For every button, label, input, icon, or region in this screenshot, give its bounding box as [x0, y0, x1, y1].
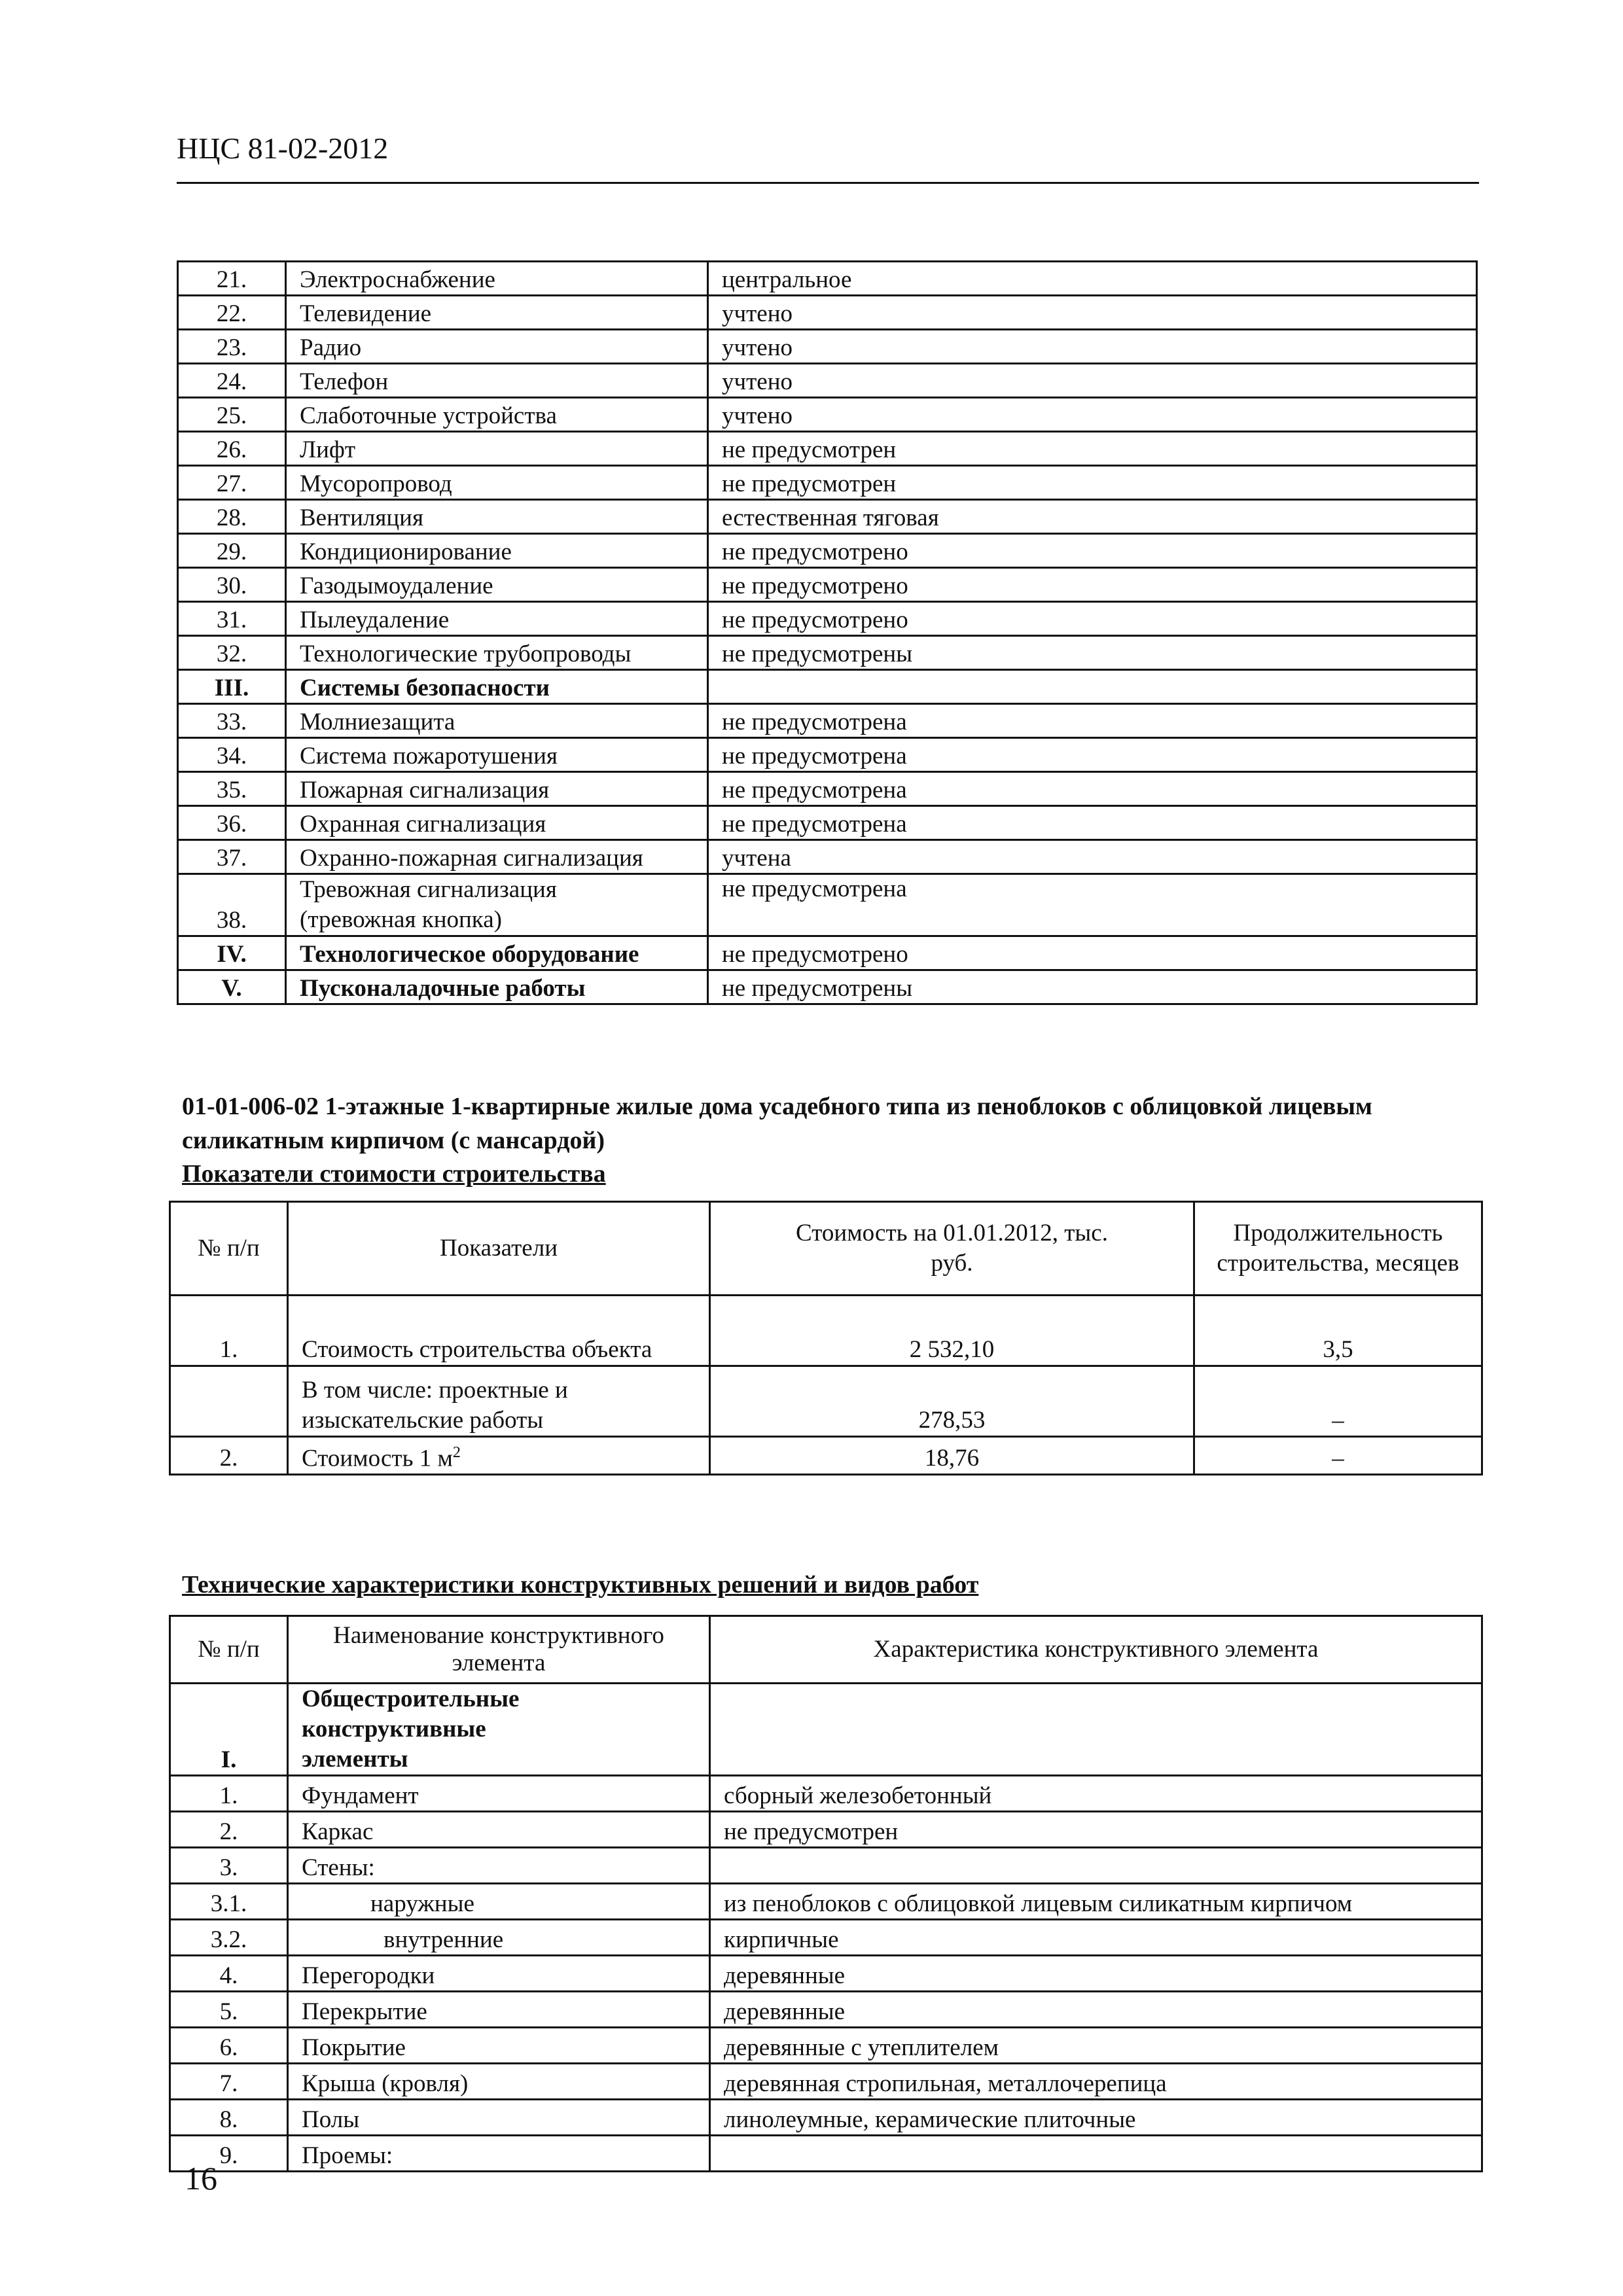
cell-num: 25. [178, 398, 286, 432]
table-row [170, 1992, 1482, 2028]
table-row [170, 2100, 1482, 2136]
cell-num: 1. [170, 1296, 288, 1366]
cell-desc: не предусмотрен [710, 1812, 1482, 1848]
cell-num: 3. [170, 1848, 288, 1884]
cell-name: Пусконаладочные работы [286, 970, 708, 1004]
cell-value: не предусмотрен [708, 432, 1477, 466]
section-title: 01-01-006-02 1-этажные 1-квартирные жилые дома усадебного типа из пеноблоков с облицовкой лицевым силикатным кирпичом (с мансардой) [182, 1093, 1372, 1154]
cell-num: 1. [170, 1776, 288, 1812]
cell-value: не предусмотрено [708, 568, 1477, 602]
cell-num: 28. [178, 500, 286, 534]
table-row [170, 2064, 1482, 2100]
table-row [178, 970, 1477, 1004]
cell-name: Покрытие [288, 2028, 710, 2064]
cell-name: Молниезащита [286, 704, 708, 738]
cell-name: В том числе: проектные и изыскательские работы [288, 1366, 710, 1437]
cell-duration: – [1194, 1366, 1482, 1437]
cell-num: 32. [178, 636, 286, 670]
cell-num: 34. [178, 738, 286, 772]
cell-value: не предусмотрены [708, 970, 1477, 1004]
cell-num: 33. [178, 704, 286, 738]
cell-desc [710, 1848, 1482, 1884]
cell-name: Охранно-пожарная сигнализация [286, 840, 708, 874]
cell-value: не предусмотрено [708, 534, 1477, 568]
cell-name: Фундамент [288, 1776, 710, 1812]
cell-num: 2. [170, 1437, 288, 1475]
cell-name: Пылеудаление [286, 602, 708, 636]
cell-num: 3.1. [170, 1884, 288, 1920]
cell-duration: – [1194, 1437, 1482, 1475]
cell-duration: 3,5 [1194, 1296, 1482, 1366]
cell-num: 3.2. [170, 1920, 288, 1956]
cell-num: 9. [170, 2136, 288, 2172]
cost-table [169, 1201, 1483, 1475]
cell-name: Радио [286, 330, 708, 364]
table-row [170, 1812, 1482, 1848]
table-row [178, 534, 1477, 568]
cell-num: 6. [170, 2028, 288, 2064]
table-row [178, 636, 1477, 670]
cell-num [170, 1366, 288, 1437]
cell-value [708, 670, 1477, 704]
cell-value: центральное [708, 262, 1477, 296]
table-row [178, 364, 1477, 398]
header-num: № п/п [170, 1202, 288, 1296]
cell-name: Технологическое оборудование [286, 936, 708, 970]
cell-name [288, 1437, 710, 1475]
cell-name: Телевидение [286, 296, 708, 330]
header-num: № п/п [170, 1616, 288, 1684]
cell-value: естественная тяговая [708, 500, 1477, 534]
header-desc: Характеристика конструктивного элемента [710, 1616, 1482, 1684]
cell-name: Лифт [286, 432, 708, 466]
cell-num: 35. [178, 772, 286, 806]
cell-desc: деревянные с утеплителем [710, 2028, 1482, 2064]
table-row [178, 874, 1477, 936]
cell-name-text: Стоимость 1 м [302, 1445, 453, 1472]
cell-value: не предусмотрено [708, 936, 1477, 970]
table-row [170, 1848, 1482, 1884]
table-row [170, 1956, 1482, 1992]
cell-value: не предусмотрена [708, 772, 1477, 806]
cell-desc [710, 1684, 1482, 1776]
cell-name: Слаботочные устройства [286, 398, 708, 432]
cell-name: внутренние [288, 1920, 710, 1956]
table-row [178, 262, 1477, 296]
cell-name: Тревожная сигнализация (тревожная кнопка) [286, 874, 708, 936]
cell-name: Телефон [286, 364, 708, 398]
table-row [170, 1884, 1482, 1920]
cell-value: не предусмотрен [708, 466, 1477, 500]
cell-num: 7. [170, 2064, 288, 2100]
table-row [178, 806, 1477, 840]
cell-desc: линолеумные, керамические плиточные [710, 2100, 1482, 2136]
cost-table-header-row [170, 1202, 1482, 1296]
cell-num: 26. [178, 432, 286, 466]
cell-name: Вентиляция [286, 500, 708, 534]
cell-num: III. [178, 670, 286, 704]
cell-value: учтено [708, 330, 1477, 364]
table-row [170, 1776, 1482, 1812]
cell-desc: деревянная стропильная, металлочерепица [710, 2064, 1482, 2100]
table-row [178, 432, 1477, 466]
cell-num: 8. [170, 2100, 288, 2136]
cell-num: 27. [178, 466, 286, 500]
table-row [178, 936, 1477, 970]
document-code: НЦС 81-02-2012 [177, 132, 389, 165]
table-row [178, 772, 1477, 806]
table-row [170, 1684, 1482, 1776]
table-row [170, 2028, 1482, 2064]
cell-num: 22. [178, 296, 286, 330]
cell-name: Электроснабжение [286, 262, 708, 296]
cell-num: V. [178, 970, 286, 1004]
tech-table-header-row [170, 1616, 1482, 1684]
cell-num: 4. [170, 1956, 288, 1992]
cell-name: Пожарная сигнализация [286, 772, 708, 806]
cell-num: 5. [170, 1992, 288, 2028]
table-row [170, 1296, 1482, 1366]
cell-name: Каркас [288, 1812, 710, 1848]
cell-cost: 278,53 [710, 1366, 1194, 1437]
table-row [178, 840, 1477, 874]
cell-value: не предусмотрена [708, 704, 1477, 738]
table-row [170, 1437, 1482, 1475]
cell-value: учтено [708, 398, 1477, 432]
cell-name: Крыша (кровля) [288, 2064, 710, 2100]
header-duration: Продолжительность строительства, месяцев [1194, 1202, 1482, 1296]
table-row [178, 296, 1477, 330]
cell-num: 24. [178, 364, 286, 398]
table-row [170, 1920, 1482, 1956]
cell-value: учтено [708, 296, 1477, 330]
table-row [178, 398, 1477, 432]
cell-value: не предусмотрена [708, 874, 1477, 936]
table-row [178, 602, 1477, 636]
table-row [178, 330, 1477, 364]
cell-name: Стены: [288, 1848, 710, 1884]
cell-cost: 2 532,10 [710, 1296, 1194, 1366]
cell-name: Кондиционирование [286, 534, 708, 568]
cell-num: 29. [178, 534, 286, 568]
cell-name: Полы [288, 2100, 710, 2136]
cell-value: не предусмотрены [708, 636, 1477, 670]
tech-table [169, 1615, 1483, 2172]
cell-num: 21. [178, 262, 286, 296]
cell-num: 37. [178, 840, 286, 874]
cell-value: не предусмотрено [708, 602, 1477, 636]
cell-name: Мусоропровод [286, 466, 708, 500]
cell-desc: деревянные [710, 1956, 1482, 1992]
tech-table-caption: Технические характеристики конструктивных решений и видов работ [182, 1571, 979, 1598]
cell-name: Система пожаротушения [286, 738, 708, 772]
cell-value: не предусмотрена [708, 738, 1477, 772]
cell-num: I. [170, 1684, 288, 1776]
cell-num: 23. [178, 330, 286, 364]
cell-num: IV. [178, 936, 286, 970]
header-name: Показатели [288, 1202, 710, 1296]
table-row [178, 704, 1477, 738]
cell-num: 30. [178, 568, 286, 602]
cell-num: 38. [178, 874, 286, 936]
cell-desc: сборный железобетонный [710, 1776, 1482, 1812]
cost-table-caption: Показатели стоимости строительства [182, 1160, 606, 1188]
cell-value: учтено [708, 364, 1477, 398]
cell-name: Общестроительные конструктивные элементы [288, 1684, 710, 1776]
cell-name: Перекрытие [288, 1992, 710, 2028]
cell-name: Перегородки [288, 1956, 710, 1992]
header-rule [177, 182, 1479, 184]
cell-name: Газодымоудаление [286, 568, 708, 602]
table-row [178, 466, 1477, 500]
superscript: 2 [452, 1444, 461, 1461]
table-row [178, 568, 1477, 602]
header-cost: Стоимость на 01.01.2012, тыс. руб. [710, 1202, 1194, 1296]
table-row [178, 738, 1477, 772]
table-row [170, 2136, 1482, 2172]
cell-desc: деревянные [710, 1992, 1482, 2028]
cell-num: 2. [170, 1812, 288, 1848]
cell-cost: 18,76 [710, 1437, 1194, 1475]
table-row [178, 500, 1477, 534]
page-number: 16 [185, 2160, 217, 2197]
cell-num: 36. [178, 806, 286, 840]
cell-name: наружные [288, 1884, 710, 1920]
cell-name: Системы безопасности [286, 670, 708, 704]
cell-name: Технологические трубопроводы [286, 636, 708, 670]
engineering-systems-table [177, 260, 1478, 1005]
header-name: Наименование конструктивного элемента [288, 1616, 710, 1684]
table-row [178, 670, 1477, 704]
cell-value: не предусмотрена [708, 806, 1477, 840]
cell-name: Стоимость строительства объекта [288, 1296, 710, 1366]
cell-value: учтена [708, 840, 1477, 874]
cell-desc [710, 2136, 1482, 2172]
cell-name: Проемы: [288, 2136, 710, 2172]
cell-desc: кирпичные [710, 1920, 1482, 1956]
table-row [170, 1366, 1482, 1437]
cell-name: Охранная сигнализация [286, 806, 708, 840]
cell-num: 31. [178, 602, 286, 636]
cell-desc: из пеноблоков с облицовкой лицевым силикатным кирпичом [710, 1884, 1482, 1920]
